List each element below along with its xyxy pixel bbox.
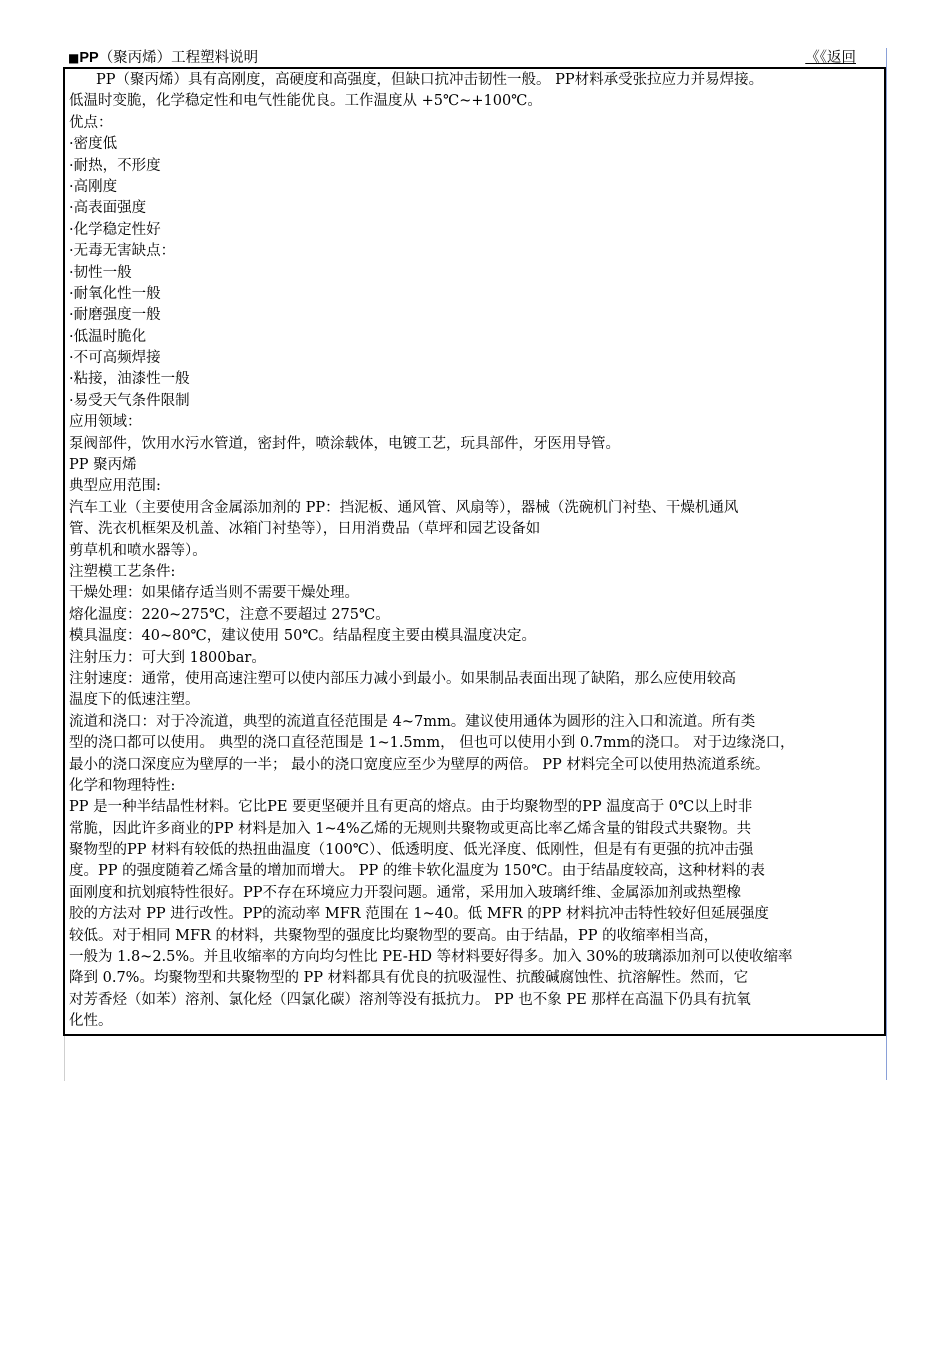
text-line: 优点： [69,114,113,131]
content-text [65,69,884,1033]
text-line: 注射压力：可大到 1800bar。 [69,649,266,666]
text-line: 胶的方法对 PP 进行改性。PP的流动率 MFR 范围在 1~40。低 MFR 的PP 材料抗冲击特性较好但延展强度 [69,906,769,923]
right-guide-line [886,48,887,1080]
square-bullet-icon: ■ [68,51,80,65]
text-line: ·密度低 [69,136,118,153]
text-line: 对芳香烃（如苯）溶剂、氯化烃（四氯化碳）溶剂等没有抵抗力。 PP 也不象 PE 那样在高温下仍具有抗氧 [69,991,751,1008]
text-line: 面刚度和抗划痕特性很好。PP不存在环境应力开裂问题。通常，采用加入玻璃纤维、金属添加剂或热塑橡 [69,884,742,901]
text-line: 化性。 [69,1013,113,1030]
text-line: ·耐热，不形度 [69,157,161,174]
text-line: ·易受天气条件限制 [69,392,190,409]
text-line: 最小的浇口深度应为壁厚的一半； 最小的浇口宽度应至少为壁厚的两倍。 PP 材料完全可以使用热流道系统。 [69,756,770,773]
text-line: PP（聚丙烯）具有高刚度，高硬度和高强度，但缺口抗冲击韧性一般。 PP材料承受张拉应力并易焊接。 [96,72,764,88]
text-line: ·无毒无害缺点： [69,243,176,260]
text-line: 常脆，因此许多商业的PP 材料是加入 1~4%乙烯的无规则共聚物或更高比率乙烯含量的钳段式共聚物。共 [69,820,752,837]
text-line: 聚物型的PP 材料有较低的热扭曲温度（100℃）、低透明度、低光泽度、低刚性，但是有有更强的抗冲击强 [69,842,754,859]
text-line: 降到 0.7%。均聚物型和共聚物型的 PP 材料都具有优良的抗吸湿性、抗酸碱腐蚀性、抗溶解性。然而，它 [69,970,749,987]
text-line: 干燥处理：如果储存适当则不需要干燥处理。 [69,585,359,602]
text-line: 流道和浇口：对于冷流道，典型的流道直径范围是 4~7mm。建议使用通体为圆形的注入口和流道。所有类 [69,713,756,730]
text-line: 较低。对于相同 MFR 的材料，共聚物型的强度比均聚物型的要高。由于结晶，PP 的收缩率相当高， [69,927,719,944]
text-line: 熔化温度：220~275℃，注意不要超过 275℃。 [69,606,390,623]
text-line: ·不可高频焊接 [69,350,161,367]
text-line: 化学和物理特性: [69,777,176,794]
text-line: 注塑模工艺条件: [69,563,176,580]
text-line: 典型应用范围: [69,478,161,495]
text-line: 一般为 1.8~2.5%。并且收缩率的方向均匀性比 PE-HD 等材料要好得多。加入 30%的玻璃添加剂可以使收缩率 [69,949,793,966]
text-line: ·低温时脆化 [69,328,147,345]
text-line: 型的浇口都可以使用。 典型的浇口直径范围是 1~1.5mm， 但也可以使用小到 0.7mm的浇口。 对于边缘浇口， [69,735,795,752]
text-line: ·化学稳定性好 [69,221,161,238]
text-line: ·耐磨强度一般 [69,307,161,324]
text-line: 应用领域： [69,414,142,431]
text-line: ·韧性一般 [69,264,132,281]
text-line: PP 聚丙烯 [69,457,137,474]
text-line: ·粘接，油漆性一般 [69,371,190,388]
page-header [68,48,888,68]
text-line: 管、洗衣机框架及机盖、冰箱门衬垫等），日用消费品（草坪和园艺设备如 [69,521,541,538]
text-line: ·耐氧化性一般 [69,285,161,302]
text-line: 温度下的低速注塑。 [69,692,200,709]
back-link[interactable]: 《《返回 [805,50,856,66]
page-title [68,48,258,68]
text-line: 低温时变脆，化学稳定性和电气性能优良。工作温度从 +5℃~+100℃。 [69,93,542,110]
title-pp: PP [79,50,99,66]
text-line: 汽车工业（主要使用含金属添加剂的 PP：挡泥板、通风管、风扇等），器械（洗碗机门衬垫、干燥机通风 [69,499,739,516]
text-line: ·高表面强度 [69,200,147,217]
text-line: 剪草机和喷水器等）。 [69,542,207,559]
left-guide-line [64,1036,65,1081]
text-line: 注射速度：通常，使用高速注塑可以使内部压力减小到最小。如果制品表面出现了缺陷，那么应使用较高 [69,670,736,687]
text-line: 模具温度：40~80℃，建议使用 50℃。结晶程度主要由模具温度决定。 [69,628,537,645]
content-box [63,67,886,1036]
title-rest: （聚丙烯）工程塑料说明 [98,50,259,66]
text-line: 度。PP 的强度随着乙烯含量的增加而增大。 PP 的维卡软化温度为 150℃。由于结晶度较高，这种材料的表 [69,863,765,880]
text-line: ·高刚度 [69,178,118,195]
text-line: 泵阀部件，饮用水污水管道，密封件，喷涂载体，电镀工艺，玩具部件，牙医用导管。 [69,435,620,452]
text-line: PP 是一种半结晶性材料。它比PE 要更坚硬并且有更高的熔点。由于均聚物型的PP 温度高于 0℃以上时非 [69,799,753,816]
